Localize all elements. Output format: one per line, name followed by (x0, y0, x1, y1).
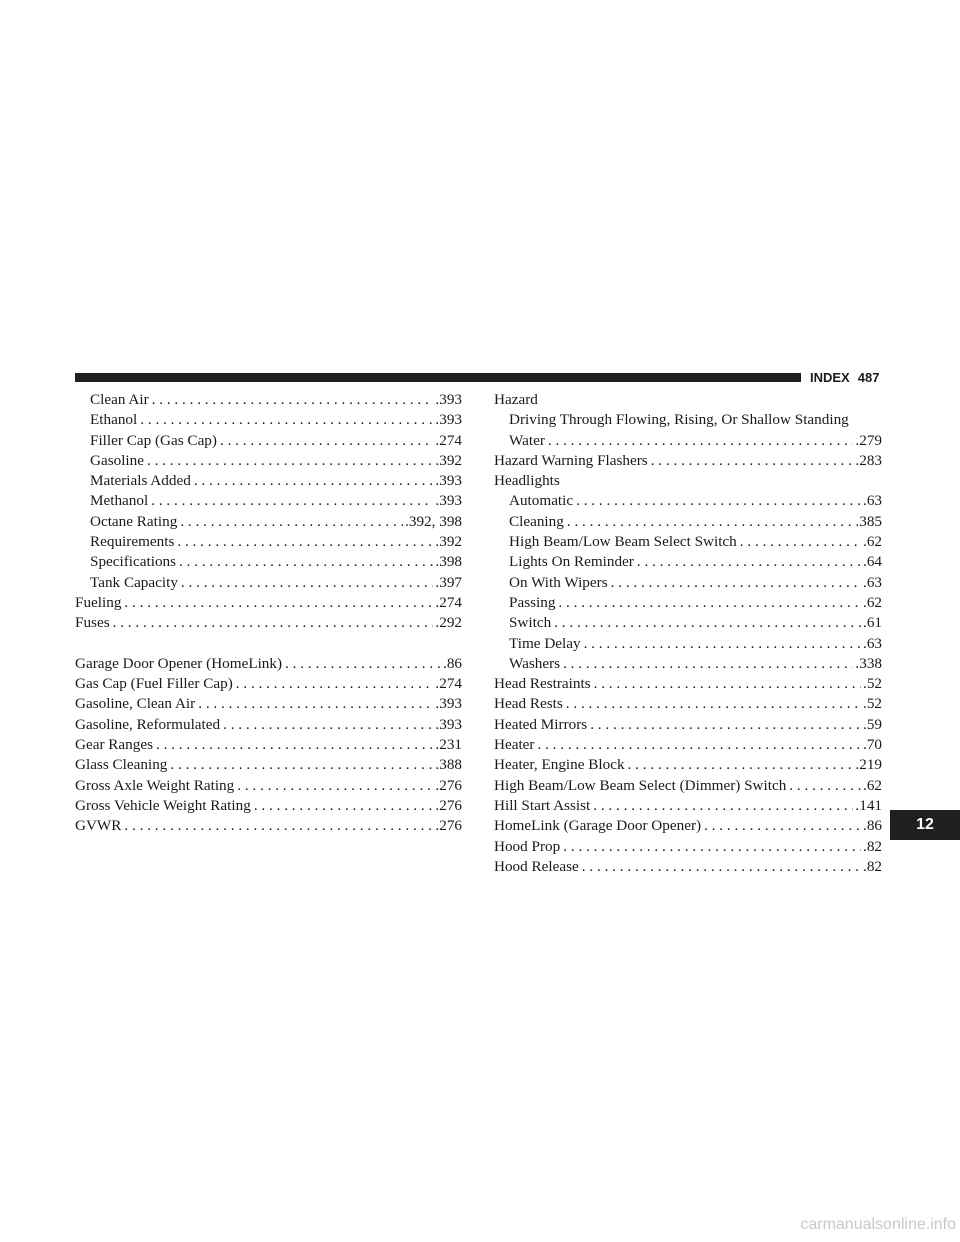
chapter-tab: 12 (890, 810, 960, 840)
index-subentry (75, 410, 462, 430)
index-subentry (494, 573, 882, 593)
index-entry (75, 715, 462, 735)
entry-label: Hill Start Assist (494, 796, 591, 814)
entry-label: Switch (509, 614, 552, 632)
entry-page-ref: .397 (435, 573, 462, 591)
index-entry (494, 837, 882, 857)
index-subentry (494, 654, 882, 674)
entry-page-ref: .388 (435, 756, 462, 774)
dot-leader (177, 532, 433, 552)
entry-page-ref: .63 (863, 573, 882, 591)
entry-page-ref: .59 (863, 715, 882, 733)
dot-leader (237, 776, 433, 796)
entry-page-ref: .274 (435, 675, 462, 693)
entry-label: HomeLink (Garage Door Opener) (494, 817, 702, 835)
entry-label: Methanol (90, 492, 149, 510)
entry-label: Hood Prop (494, 837, 561, 855)
entry-page-ref: .62 (863, 593, 882, 611)
entry-page-ref: .393 (435, 492, 462, 510)
dot-leader (651, 451, 854, 471)
index-entry (75, 776, 462, 796)
index-entry (75, 755, 462, 775)
entry-label: Water (509, 431, 545, 449)
entry-label: Hood Release (494, 857, 579, 875)
entry-page-ref: .63 (863, 634, 882, 652)
entry-label: Gas Cap (Fuel Filler Cap) (75, 675, 233, 693)
entry-page-ref: .276 (435, 796, 462, 814)
entry-page-ref: .231 (435, 736, 462, 754)
index-entry (75, 674, 462, 694)
dot-leader (594, 674, 861, 694)
entry-label: GVWR (75, 817, 122, 835)
index-entry (494, 735, 882, 755)
entry-label: Time Delay (509, 634, 581, 652)
dot-leader (740, 532, 861, 552)
entry-label: Gross Vehicle Weight Rating (75, 796, 251, 814)
entry-label: Gear Ranges (75, 736, 154, 754)
entry-label: Specifications (90, 553, 177, 571)
index-heading: Hazard (494, 391, 538, 408)
dot-leader (179, 552, 433, 572)
entry-page-ref: .385 (855, 512, 882, 530)
dot-leader (789, 776, 861, 796)
index-entry (494, 796, 882, 816)
dot-leader (181, 573, 434, 593)
entry-page-ref: .276 (435, 776, 462, 794)
entry-label: High Beam/Low Beam Select Switch (509, 533, 737, 551)
entry-page-ref: .393 (435, 695, 462, 713)
entry-page-ref: .393 (435, 715, 462, 733)
page-number: 487 (857, 370, 880, 385)
dot-leader (198, 694, 433, 714)
entry-label: Requirements (90, 533, 175, 551)
index-entry (494, 816, 882, 836)
entry-page-ref: .62 (863, 776, 882, 794)
dot-leader (566, 694, 861, 714)
dot-leader (254, 796, 434, 816)
index-subentry (494, 552, 882, 572)
entry-page-ref: .338 (855, 654, 882, 672)
entry-page-ref: .52 (863, 695, 882, 713)
index-subentry (494, 593, 882, 613)
entry-label: Clean Air (90, 391, 149, 408)
dot-leader (611, 573, 861, 593)
dot-leader (220, 431, 433, 451)
watermark: carmanualsonline.info (800, 1216, 956, 1233)
index-subentry (75, 451, 462, 471)
dot-leader (124, 816, 433, 836)
entry-page-ref: .392, 398 (405, 512, 462, 530)
entry-page-ref: .392 (435, 533, 462, 551)
entry-label: Heated Mirrors (494, 715, 588, 733)
entry-page-ref: .392 (435, 451, 462, 469)
index-column-left (75, 390, 462, 837)
dot-leader (147, 451, 433, 471)
entry-label: Head Rests (494, 695, 563, 713)
dot-leader (548, 431, 854, 451)
dot-leader (537, 735, 861, 755)
index-entry (494, 755, 882, 775)
index-subentry (494, 634, 882, 654)
entry-page-ref: .64 (863, 553, 882, 571)
dot-leader (590, 715, 861, 735)
entry-label: Cleaning (509, 512, 564, 530)
entry-page-ref: .393 (435, 391, 462, 408)
entry-label: Materials Added (90, 472, 191, 490)
dot-leader (567, 512, 854, 532)
index-heading: Headlights (494, 472, 560, 490)
section-title: INDEX (810, 370, 850, 385)
dot-leader (563, 654, 853, 674)
entry-page-ref: .62 (863, 533, 882, 551)
dot-leader (151, 491, 433, 511)
dot-leader (704, 816, 861, 836)
dot-leader (554, 613, 861, 633)
entry-label: Fueling (75, 593, 122, 611)
index-entry (494, 694, 882, 714)
dot-leader (637, 552, 861, 572)
running-header (810, 369, 896, 387)
entry-label: Heater (494, 736, 535, 754)
dot-leader (194, 471, 434, 491)
entry-page-ref: .398 (435, 553, 462, 571)
entry-label: Tank Capacity (90, 573, 178, 591)
entry-label: Passing (509, 593, 556, 611)
index-entry (75, 694, 462, 714)
entry-label: Gasoline, Reformulated (75, 715, 221, 733)
entry-label: Lights On Reminder (509, 553, 634, 571)
index-subentry (494, 613, 882, 633)
entry-page-ref: .276 (435, 817, 462, 835)
entry-label: Gasoline, Clean Air (75, 695, 196, 713)
entry-page-ref: .86 (863, 817, 882, 835)
index-entry (494, 857, 882, 877)
dot-leader (584, 634, 861, 654)
entry-label: Ethanol (90, 411, 138, 429)
index-entry (75, 796, 462, 816)
index-entry-wrapped-line: Driving Through Flowing, Rising, Or Shallow Standing (509, 411, 849, 429)
index-entry (75, 654, 462, 674)
entry-page-ref: .219 (855, 756, 882, 774)
dot-leader (285, 654, 441, 674)
dot-leader (170, 755, 433, 775)
entry-label: Octane Rating (90, 512, 178, 530)
entry-page-ref: .393 (435, 411, 462, 429)
dot-leader (563, 837, 861, 857)
entry-page-ref: .61 (863, 614, 882, 632)
entry-label: Glass Cleaning (75, 756, 168, 774)
dot-leader (140, 410, 433, 430)
dot-leader (628, 755, 854, 775)
index-subentry (75, 512, 462, 532)
index-entry (75, 735, 462, 755)
entry-label: Gasoline (90, 451, 144, 469)
dot-leader (223, 715, 433, 735)
index-entry (75, 593, 462, 613)
index-entry (494, 451, 882, 471)
dot-leader (582, 857, 861, 877)
entry-label: Washers (509, 654, 561, 672)
index-subentry (494, 532, 882, 552)
entry-page-ref: .82 (863, 857, 882, 875)
dot-leader (558, 593, 861, 613)
index-entry (494, 776, 882, 796)
index-entry (494, 674, 882, 694)
dot-leader (593, 796, 853, 816)
entry-page-ref: .274 (435, 593, 462, 611)
entry-label: Automatic (509, 492, 574, 510)
index-subentry (75, 471, 462, 491)
index-subentry (75, 532, 462, 552)
dot-leader (576, 491, 861, 511)
index-entry (75, 816, 462, 836)
index-subentry (75, 573, 462, 593)
entry-label: Hazard Warning Flashers (494, 451, 648, 469)
entry-label: On With Wipers (509, 573, 608, 591)
dot-leader (156, 735, 433, 755)
entry-page-ref: .141 (855, 796, 882, 814)
entry-label: Garage Door Opener (HomeLink) (75, 654, 283, 672)
entry-page-ref: .279 (855, 431, 882, 449)
index-entry (75, 613, 462, 633)
header-rule (75, 373, 801, 382)
dot-leader (113, 613, 434, 633)
index-subentry (75, 431, 462, 451)
entry-label: Fuses (75, 614, 110, 632)
entry-label: Head Restraints (494, 675, 591, 693)
index-subentry (494, 512, 882, 532)
index-subentry (75, 491, 462, 511)
entry-label: Gross Axle Weight Rating (75, 776, 235, 794)
dot-leader (180, 512, 403, 532)
entry-page-ref: .283 (855, 451, 882, 469)
index-column-right (494, 390, 882, 877)
entry-page-ref: .393 (435, 472, 462, 490)
entry-label: High Beam/Low Beam Select (Dimmer) Switch (494, 776, 787, 794)
dot-leader (152, 390, 434, 410)
dot-leader (124, 593, 433, 613)
index-subentry (494, 431, 882, 451)
index-subentry (75, 552, 462, 572)
entry-label: Heater, Engine Block (494, 756, 625, 774)
entry-label: Filler Cap (Gas Cap) (90, 431, 217, 449)
dot-leader (236, 674, 434, 694)
index-subentry (75, 390, 462, 410)
entry-page-ref: .70 (863, 736, 882, 754)
index-spacer (75, 634, 462, 654)
index-subentry (494, 491, 882, 511)
entry-page-ref: .63 (863, 492, 882, 510)
entry-page-ref: .86 (443, 654, 462, 672)
entry-page-ref: .274 (435, 431, 462, 449)
entry-page-ref: .52 (863, 675, 882, 693)
entry-page-ref: .292 (435, 614, 462, 632)
index-entry (494, 715, 882, 735)
entry-page-ref: .82 (863, 837, 882, 855)
